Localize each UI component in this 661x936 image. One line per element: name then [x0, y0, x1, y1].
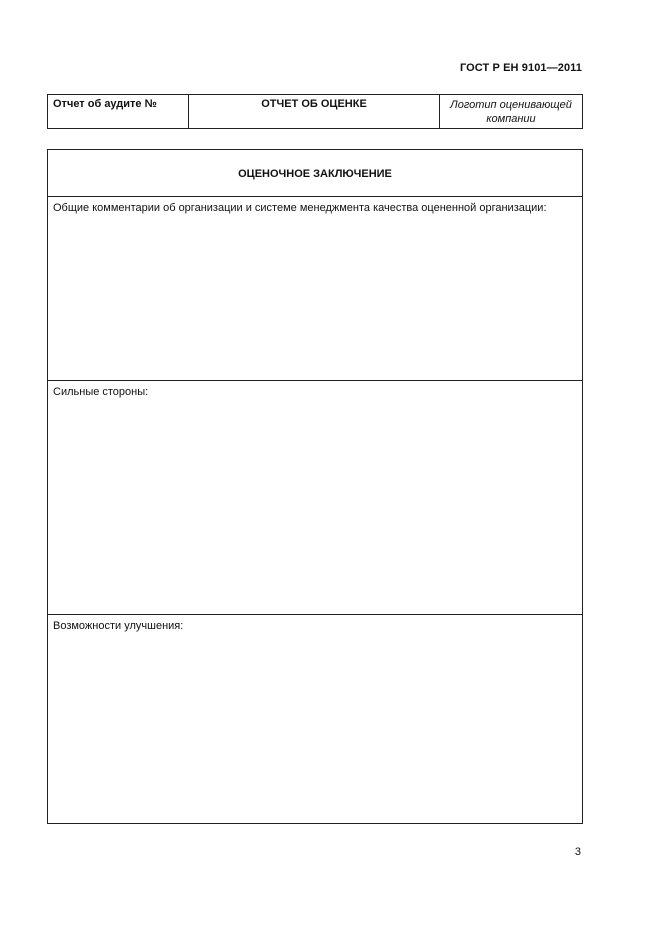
strengths-section[interactable] — [48, 381, 582, 615]
conclusion-heading: ОЦЕНОЧНОЕ ЗАКЛЮЧЕНИЕ — [48, 150, 582, 197]
logo-placeholder-line-2: компании — [486, 113, 536, 125]
assessment-conclusion-table — [47, 149, 583, 824]
report-title-cell: ОТЧЕТ ОБ ОЦЕНКЕ — [188, 95, 439, 128]
company-logo-placeholder — [439, 95, 582, 128]
audit-report-number-cell: Отчет об аудите № — [53, 98, 157, 110]
improvements-label: Возможности улучшения: — [53, 620, 184, 632]
page-number: 3 — [574, 846, 581, 858]
strengths-label: Сильные стороны: — [53, 386, 149, 398]
standard-code: ГОСТ Р ЕН 9101—2011 — [459, 62, 582, 74]
general-comments-section[interactable] — [48, 197, 582, 381]
report-header-table — [47, 94, 583, 129]
logo-placeholder-line-1: Логотип оценивающей — [450, 99, 572, 111]
general-comments-label: Общие комментарии об организации и системе менеджмента качества оцененной организации: — [53, 202, 547, 214]
improvements-section[interactable] — [48, 615, 582, 823]
